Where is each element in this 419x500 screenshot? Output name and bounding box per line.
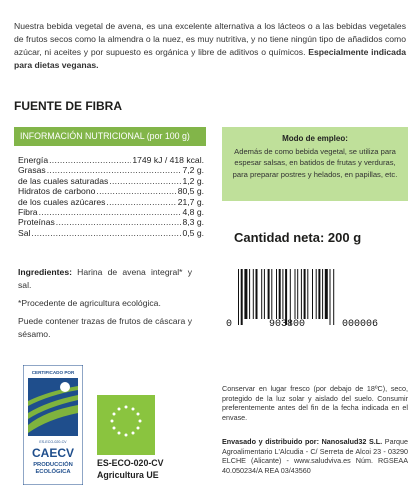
nutrition-header: INFORMACIÓN NUTRICIONAL (por 100 g)	[14, 127, 206, 146]
nutrition-row	[18, 165, 204, 175]
nutrient-value: 1,2 g.	[182, 175, 204, 186]
fibra-heading: FUENTE DE FIBRA	[14, 99, 122, 113]
storage-instructions: Conservar en lugar fresco (por debajo de 18ºC), seco, protegido de la luz solar y aislado del suelo. Consumir preferentemente antes del fin de la fecha indicada en el envase.	[222, 384, 408, 423]
nutrient-label: Hidratos de carbono	[18, 186, 96, 197]
usage-box	[222, 127, 408, 201]
caecv-name: CAECV	[31, 446, 75, 460]
ingredients-note: *Procedente de agricultura ecológica.	[18, 298, 161, 308]
ingredients-block	[18, 266, 192, 346]
distributor-info	[222, 437, 408, 476]
nutrient-label: Proteínas	[18, 217, 55, 228]
nutrient-value: 1749 kJ / 418 kcal.	[132, 155, 204, 165]
nutrient-value: 21,7 g.	[177, 196, 204, 207]
nutrient-label: Sal	[18, 227, 31, 238]
nutrient-label: de las cuales saturadas	[18, 175, 109, 186]
barcode-digits	[226, 319, 378, 330]
caecv-certification-logo	[23, 365, 83, 485]
caecv-top-text: CERTIFICADO POR	[31, 370, 75, 375]
nutrient-label: de los cuales azúcares	[18, 196, 106, 207]
nutrition-row	[18, 207, 204, 217]
nutrient-label: Fibra	[18, 207, 38, 218]
description-text: Nuestra bebida vegetal de avena, es una excelente alternativa a los lácteos o a las bebidas vegetales de frutos secos como la almendra o la nuez, es muy nutritiva, y no tiene ningún tipo de añadidos como azúcar, ni aceites y por supuesto es orgánica y libre de aditivos o químicos.	[14, 21, 406, 57]
nutrition-row	[18, 197, 204, 207]
eu-organic-origin: Agricultura UE	[97, 470, 159, 480]
nutrition-row	[18, 155, 204, 165]
ingredients-text: Harina de avena integral* y sal.	[18, 267, 192, 290]
caecv-line1: PRODUCCIÓN	[33, 462, 73, 468]
usage-title: Modo de empleo:	[282, 134, 348, 143]
nutrient-value: 8,3 g.	[182, 217, 204, 228]
ingredients-label: Ingredientes:	[18, 267, 72, 277]
caecv-number: ES-ECO-020-CV	[39, 440, 67, 444]
net-quantity: Cantidad neta: 200 g	[234, 230, 362, 245]
nutrition-row	[18, 176, 204, 186]
nutrient-value: 80,5 g.	[177, 186, 204, 197]
nutrient-label: Grasas	[18, 165, 46, 176]
nutrient-label: Energía	[18, 155, 49, 165]
caecv-line2: ECOLÓGICA	[35, 469, 71, 475]
description-highlight: Especialmente indicada para dietas veganas.	[14, 47, 406, 70]
nutrition-row	[18, 186, 204, 196]
barcode-digit-prefix: 0	[226, 319, 233, 330]
nutrient-value: 4,8 g.	[182, 207, 204, 218]
nutrition-row	[18, 228, 204, 238]
nutrient-value: 7,2 g.	[182, 165, 204, 176]
distributor-label: Envasado y distribuido por: Nanosalud32 S.L.	[222, 437, 383, 446]
product-description	[14, 20, 406, 72]
nutrient-value: 0,5 g.	[182, 227, 204, 238]
eu-organic-code-block	[97, 457, 163, 481]
usage-text: Además de como bebida vegetal, se utiliza para espesar salsas, en batidos de frutas y verduras, para preparar postres y helados, en papillas, etc.	[232, 146, 398, 179]
eu-organic-code: ES-ECO-020-CV	[97, 458, 164, 468]
nutrition-row	[18, 217, 204, 227]
allergens-text: Puede contener trazas de frutos de cáscara y sésamo.	[18, 316, 192, 339]
eu-organic-leaf-icon	[97, 395, 155, 455]
barcode-digit-left: 903800	[268, 319, 305, 330]
nutrition-table	[18, 155, 204, 238]
distributor-text: Parque Agroalimentario L'Alcudia - C/ Serreta de Alcoi 23 - 03290 ELCHE (Alicante) - www.saludviva.es Núm. RGSEAA 40.050234/A REA 03/43560	[222, 437, 408, 476]
barcode-digit-right: 000006	[341, 319, 378, 330]
